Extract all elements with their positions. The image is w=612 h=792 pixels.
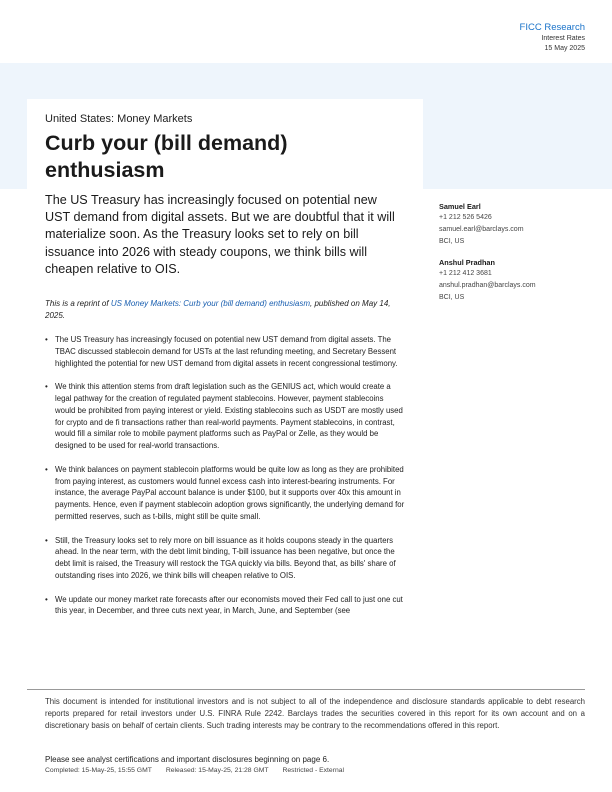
author-entity: BCI, US <box>439 294 465 301</box>
reprint-note <box>45 298 400 322</box>
disclaimer-text: This document is intended for institutional investors and is not subject to all of the independence and disclosure standards applicable to debt research reports prepared for retail investors under U.S. FINRA Rule 2242. Barclays trades the securities covered in this report for its own account and on a discretionary basis on behalf of certain clients. Such trading interests may be contrary to the recommendations offered in this report. <box>45 697 585 730</box>
reprint-link[interactable]: US Money Markets: Curb your (bill demand) enthusiasm <box>110 299 310 308</box>
author-email[interactable]: anshul.pradhan@barclays.com <box>439 282 536 289</box>
authors-panel <box>439 201 589 313</box>
author-entity: BCI, US <box>439 238 465 245</box>
lead-paragraph: The US Treasury has increasingly focused on potential new UST demand from digital assets. But we are doubtful that it will materialize soon. As the Treasury looks set to rely on bill issuance into 2026 with steady coupons, we think bills will cheapen relative to OIS. <box>45 193 395 276</box>
author-card <box>439 201 589 248</box>
bullet-point: • We update our money market rate forecasts after our economists moved their Fed call to just one cut this year, in December, and three cuts next year, in March, June, and September (see <box>45 594 405 618</box>
report-header <box>520 22 585 54</box>
report-date: 15 May 2025 <box>544 45 585 52</box>
author-phone: +1 212 412 3681 <box>439 270 492 277</box>
bullet-point: • Still, the Treasury looks set to rely more on bill issuance as it holds coupons steady in the quarters ahead. In the near term, with the debt limit binding, T-bill issuance has been negative, but once the debt limit is raised, the Treasury will restock the TGA quickly via bills. Beyond that, as bills' share of outstanding rises into 2026, we think bills will cheapen relative to OIS. <box>45 535 405 582</box>
author-name: Samuel Earl <box>439 202 481 211</box>
author-email[interactable]: samuel.earl@barclays.com <box>439 226 524 233</box>
disclosures-note: Please see analyst certifications and important disclosures beginning on page 6. <box>45 755 330 764</box>
section-label: United States: Money Markets <box>45 113 193 125</box>
author-phone: +1 212 526 5426 <box>439 214 492 221</box>
author-card <box>439 257 589 304</box>
bullet-point: • We think this attention stems from draft legislation such as the GENIUS act, which would create a legal pathway for the creation of regulated payment stablecoins. However, payment stablecoins would be prohibited from paying interest or yield. Existing stablecoins such as USDT are mostly used for crypto and de fi transactions rather than real-world payments. Payment stablecoins, in contrast, would fill a similar role to mobile payment platforms such as PayPal or Zelle, as they would be designed to be used for real-world transactions. <box>45 381 405 452</box>
reprint-prefix: This is a reprint of <box>45 299 111 308</box>
reprint-suffix: , published on May 14, 2025. <box>45 299 391 320</box>
page-title: Curb your (bill demand) enthusiasm <box>45 131 288 182</box>
brand-label: FICC Research <box>519 22 585 33</box>
category-label: Interest Rates <box>541 35 585 42</box>
distribution-label: Restricted - External <box>282 767 345 774</box>
bullet-point: • We think balances on payment stablecoin platforms would be quite low as long as they are prohibited from paying interest, as customers would funnel excess cash into interest-bearing instruments. For instance, the average PayPal account balance is under $100, but it supports over 40x this amount in payments. Hence, even if payment stablecoin adoption grows significantly, the underlying demand for permitted reserves, such as t-bills, might still be quite small. <box>45 464 405 523</box>
author-name: Anshul Pradhan <box>439 258 495 267</box>
key-points-list <box>45 334 405 629</box>
bullet-point: • The US Treasury has increasingly focused on potential new UST demand from digital assets. The TBAC discussed stablecoin demand for USTs at the last refunding meeting, and Secretary Bessent highlighted the potential for new UST demand from digital assets in recent congressional testimony. <box>45 334 405 369</box>
released-timestamp: Released: 15-May-25, 21:28 GMT <box>165 767 269 774</box>
publication-meta <box>45 767 356 774</box>
footer-divider <box>27 689 585 690</box>
completed-timestamp: Completed: 15-May-25, 15:55 GMT <box>45 767 152 774</box>
